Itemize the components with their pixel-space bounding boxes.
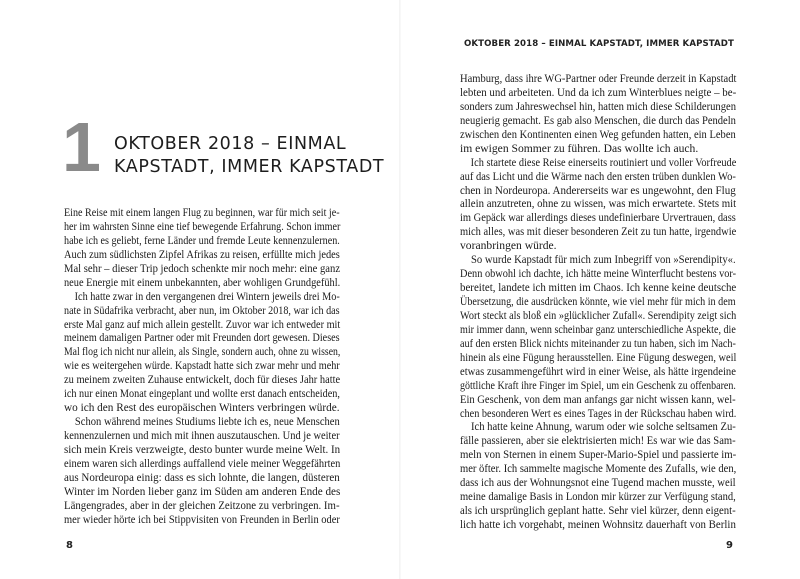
text-line: meln von Sternen in einem Super-Mario-Spiel und passierte im-	[460, 448, 737, 462]
text-line: Mal sehr – dieser Trip jedoch schenkte mir noch mehr: eine ganz	[64, 261, 341, 275]
right-page	[400, 0, 800, 579]
page-number: 9	[726, 540, 733, 551]
text-line: Winter im Norden lieber ganz im Süden am anderen Ende des	[64, 484, 341, 498]
text-line: allein anzutreten, ohne zu wissen, was mich erwartete. Stets mit	[460, 197, 737, 211]
text-line: ich nur einen Monat eingeplant und wollte erst danach entscheiden,	[64, 387, 340, 401]
text-line: wie es weitergehen würde. Kapstadt hatte sich zwar mehr und mehr	[64, 359, 340, 373]
text-line: Schon während meines Studiums liebte ich es, neue Menschen	[74, 415, 340, 429]
text-line: Denn obwohl ich dachte, ich hätte meine Winterflucht bestens vor-	[460, 267, 737, 281]
text-line: wo ich den Rest des europäischen Winters verbringen würde.	[64, 401, 340, 415]
text-line: auf das Licht und die Wärme nach den ersten trüben dunklen Wo-	[460, 169, 736, 183]
paragraph	[460, 156, 736, 254]
paragraph	[64, 206, 340, 290]
text-line: sonders zum Jahreswechsel hin, hatten mich diese Schilderungen	[460, 99, 736, 113]
paragraph	[460, 72, 736, 156]
text-line: Übersetzung, die ausdrücken könnte, wie viel mehr für mich in dem	[460, 295, 736, 308]
text-line: chen besonderen Wert es eines Tages in der Rückschau haben wird.	[460, 406, 737, 420]
text-line: mich alles, was mit dieser besonderen Zeit zu tun hatte, irgendwie	[460, 225, 737, 239]
text-line: So wurde Kapstadt für mich zum Inbegriff von »Serendipity«.	[471, 253, 736, 267]
body-text	[64, 206, 340, 527]
text-line: chen in Nordeuropa. Andererseits war es ungewohnt, den Flug	[460, 183, 736, 197]
text-line: Ich hatte keine Ahnung, warum oder wie solche seltsamen Zu-	[470, 420, 736, 434]
text-line: im Gepäck war allerdings dieses undefinierbare Urvertrauen, dass	[460, 211, 736, 225]
running-head: OKTOBER 2018 – EINMAL KAPSTADT, IMMER KAPSTADT	[464, 39, 734, 49]
text-line: göttliche Kraft ihre Finger im Spiel, um ein Geschenk zu offenbaren.	[460, 378, 736, 392]
text-line: zwischen den Kontinenten einen Weg gefunden hatten, ein Leben	[460, 127, 736, 141]
text-line: einem waren sich allerdings auffallend viele meiner Weggefährten	[64, 456, 341, 470]
text-line: sich mein Kreis verzweigte, desto bunter wurde meine Welt. In	[64, 442, 341, 456]
paragraph	[64, 415, 340, 527]
text-line: voranbringen würde.	[460, 239, 557, 253]
text-line: Wort steckt als bloß ein »glücklicher Zufall«. Serendipity zeigt sich	[460, 308, 737, 322]
chapter-title-line: KAPSTADT, IMMER KAPSTADT	[114, 157, 385, 177]
text-line: neue Energie mit einem unbekannten, aber wohligen Grundgefühl.	[64, 275, 341, 289]
page-number: 8	[66, 540, 73, 551]
text-line: mir immer dann, wenn scheinbar ganz unterschiedliche Aspekte, die	[460, 322, 736, 336]
paragraph	[460, 420, 736, 532]
text-line: Hamburg, dass ihre WG-Partner oder Freunde derzeit in Kapstadt	[460, 72, 737, 85]
text-line: fälle passieren, aber sie elektrisierten mich! Es war wie das Sam-	[460, 434, 736, 448]
text-line: Ich startete diese Reise einerseits routiniert und voller Vorfreude	[470, 155, 737, 169]
text-line: lich hatte ich vorgehabt, meinen Wohnsitz dauerhaft von Berlin	[460, 518, 736, 531]
chapter-title	[114, 133, 384, 179]
chapter-number: 1	[62, 108, 101, 186]
paragraph	[460, 253, 736, 420]
text-line: Ich hatte zwar in den vergangenen drei Wintern jeweils drei Mo-	[74, 289, 340, 303]
body-text	[460, 72, 736, 532]
text-line: Ein Geschenk, von dem man anfangs gar nicht wissen kann, wel-	[460, 392, 736, 406]
text-line: erste Mal ganz auf mich allein gestellt. Zuvor war ich entweder mit	[64, 317, 341, 331]
text-line: als ich ursprünglich geplant hatte. Sehr viel kürzer, denn eigent-	[460, 504, 736, 518]
text-line: aus Nordeuropa einig: dass es sich lohnte, die langen, düsteren	[64, 470, 340, 484]
text-line: nate in Südafrika verbracht, aber nun, im Oktober 2018, war ich das	[64, 303, 340, 317]
text-line: bereitet, landete ich mitten im Chaos. Ich kenne keine deutsche	[460, 281, 737, 295]
text-line: zu meinem zweiten Zuhause entwickelt, doch für dieses Jahr hatte	[64, 373, 341, 387]
text-line: lebten und arbeiteten. Und da ich zum Winterblues neigte – be-	[460, 85, 737, 99]
text-line: her im wahrsten Sinne eine tief bewegende Erfahrung. Schon immer	[64, 219, 341, 233]
text-line: im ewigen Sommer zu führen. Das wollte ich auch.	[460, 141, 699, 155]
text-line: etwas zusammengeführt wird in einer Weise, als hätte irgendeine	[460, 364, 736, 378]
text-line: meine damalige Basis in London mir kürzer zur Verfügung stand,	[460, 490, 736, 504]
text-line: auf den ersten Blick nichts miteinander zu tun haben, sich im Nach-	[460, 336, 736, 350]
text-line: mer öfter. Ich sammelte magische Momente des Zufalls, wie den,	[460, 462, 737, 476]
text-line: dass ich aus der Wohnungsnot eine Tugend machen musste, weil	[460, 476, 736, 490]
text-line: meinem damaligen Partner oder mit Freunden dort gewesen. Dieses	[64, 331, 340, 345]
text-line: kennenzulernen und mich mit ihnen auszutauschen. Und je weiter	[64, 429, 340, 442]
text-line: mer wieder hörte ich bei Stippvisiten von Freunden in Berlin oder	[64, 512, 340, 526]
text-line: habe ich es geliebt, ferne Länder und fremde Leute kennenzulernen.	[64, 233, 340, 247]
text-line: Auch zum südlichsten Zipfel Afrikas zu reisen, erfüllte mich jedes	[64, 247, 340, 261]
paragraph	[64, 290, 340, 415]
text-line: Eine Reise mit einem langen Flug zu beginnen, war für mich seit je-	[64, 206, 340, 219]
text-line: neugierig gemacht. Es gab also Menschen, die durch das Pendeln	[460, 113, 736, 127]
text-line: hinein als eine Fügung herausstellen. Eine Fügung deswegen, weil	[460, 350, 737, 364]
text-line: Längengrades, aber in der gleichen Zeitzone zu verbringen. Im-	[64, 498, 340, 512]
text-line: Mal flog ich nicht nur allein, als Single, sondern auch, ohne zu wissen,	[64, 345, 341, 359]
chapter-title-line: OKTOBER 2018 – EINMAL	[114, 134, 347, 154]
